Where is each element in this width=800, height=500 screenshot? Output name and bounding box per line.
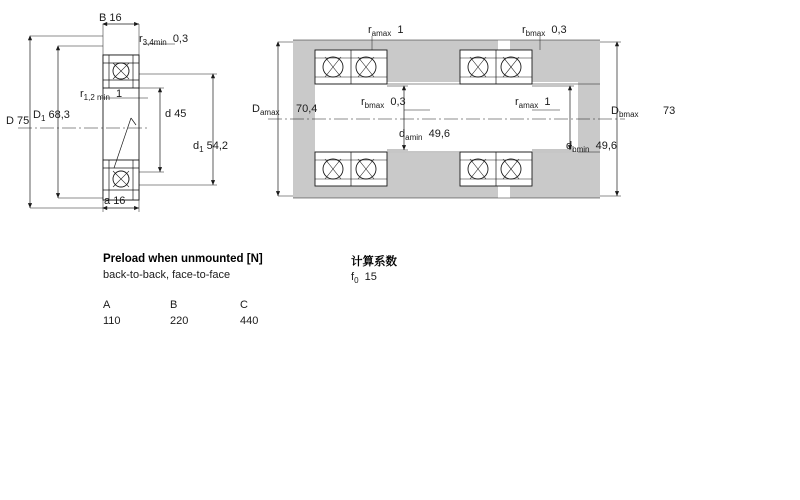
preload-heading: Preload when unmounted [N]	[103, 253, 263, 265]
preload-col-C: C	[240, 299, 248, 311]
label-B: B 16	[99, 12, 122, 24]
label-Dbmax-value: 73	[663, 105, 676, 117]
label-ramax-mid: $r_{amax}$ 1	[515, 96, 551, 111]
label-ramax-top: $r_{amax}$ 1	[368, 24, 404, 39]
right-mounting-section	[268, 40, 625, 198]
preload-col-A: A	[103, 299, 111, 311]
factor-row	[351, 271, 377, 285]
factor-symbol-sub: 0	[354, 276, 359, 286]
factor-symbol: f	[351, 271, 355, 283]
label-d1: $d_1$ 54,2	[193, 140, 229, 155]
label-Dbmax: $D_{bmax}$	[611, 105, 639, 120]
label-rbmax-top: $r_{bmax}$ 0,3	[522, 24, 567, 39]
label-a: a 16	[104, 195, 126, 207]
label-D1: $D_1$ 68,3	[33, 109, 70, 124]
factor-heading: 计算系数	[351, 256, 397, 268]
preload-col-B: B	[170, 299, 178, 311]
label-Damax: $D_{amax}$	[252, 103, 280, 118]
label-damin: $d_{amin}$ 49,6	[399, 128, 451, 143]
preload-subheading: back-to-back, face-to-face	[103, 269, 231, 281]
preload-value-B: 220	[170, 315, 189, 327]
factor-value: 15	[364, 271, 377, 283]
left-bearing-section	[18, 55, 150, 200]
preload-value-A: 110	[103, 315, 121, 327]
label-d: d 45	[165, 108, 187, 120]
label-r12min: $r_{1,2 min}$ 1	[80, 88, 123, 103]
label-Damax-value: 70,4	[296, 103, 318, 115]
label-D: D 75	[6, 115, 30, 127]
label-rbmax-mid: $r_{bmax}$ 0,3	[361, 96, 406, 111]
label-r34min: $r_{3,4min}$ 0,3	[139, 33, 189, 48]
preload-value-C: 440	[240, 315, 259, 327]
label-dbmin: $d_{bmin}$ 49,6	[566, 140, 618, 155]
